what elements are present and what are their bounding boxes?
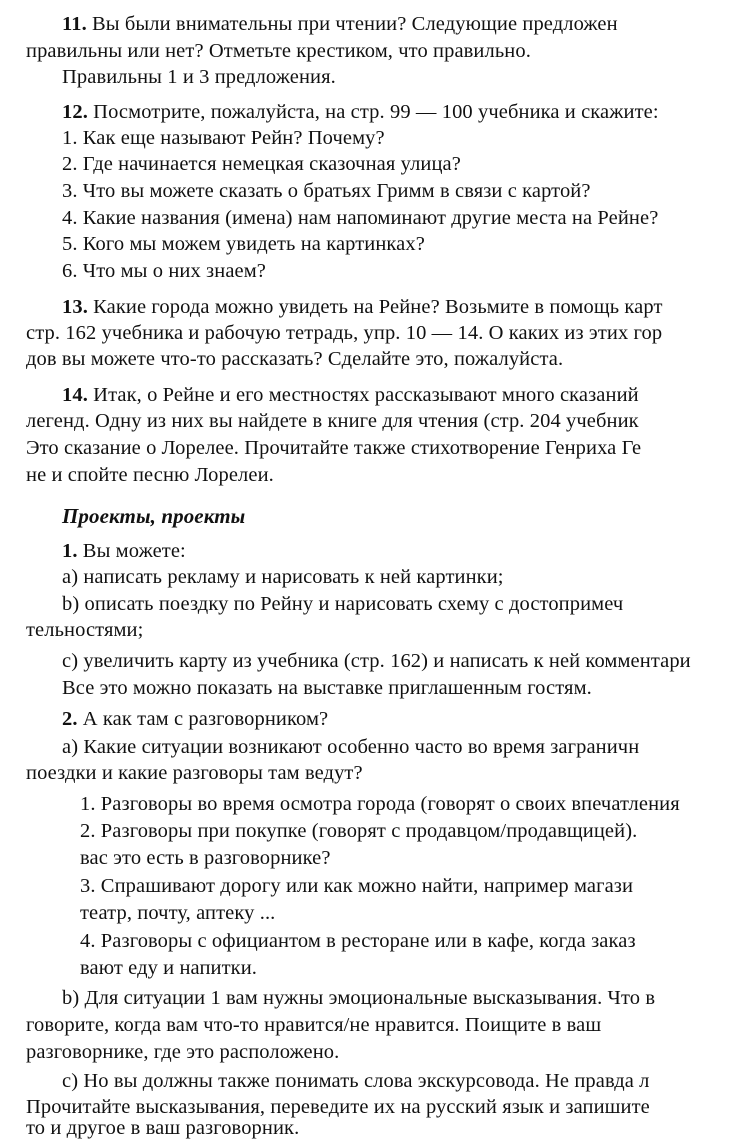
task-14-text: Итак, о Рейне и его местностях рассказывают много сказаний (87, 384, 639, 406)
task-12-question: 6. Что мы о них знаем? (62, 260, 266, 282)
task-11-line-2: правильны или нет? Отметьте крестиком, что правильно. (26, 40, 531, 62)
task-12-question: 2. Где начинается немецкая сказочная улица? (62, 153, 461, 175)
project-2-option-b-cont: разговорнике, где это расположено. (26, 1041, 340, 1063)
task-14-number: 14. (62, 384, 88, 406)
task-13-line-3: дов вы можете что-то рассказать? Сделайте это, пожалуйста. (26, 348, 564, 370)
project-2-situation-3: 3. Спрашивают дорогу или как можно найти, например магази (80, 875, 634, 897)
task-12-question: 4. Какие названия (имена) нам напоминают другие места на Рейне? (62, 207, 659, 229)
task-12-question: 1. Как еще называют Рейн? Почему? (62, 127, 385, 149)
project-2-situation-4: 4. Разговоры с официантом в ресторане или в кафе, когда заказ (80, 930, 636, 952)
project-1-option-a: а) написать рекламу и нарисовать к ней картинки; (62, 566, 504, 588)
project-2-situation-2-cont: вас это есть в разговорнике? (80, 847, 331, 869)
project-2-option-b: b) Для ситуации 1 вам нужны эмоциональные высказывания. Что в (62, 987, 656, 1009)
project-2-option-b-cont: говорите, когда вам что-то нравится/не нравится. Поищите в ваш (26, 1014, 602, 1036)
projects-heading: Проекты, проекты (62, 504, 246, 528)
project-1-number: 1. (62, 540, 78, 562)
task-11-line-1 (62, 11, 618, 37)
project-2-situation-2: 2. Разговоры при покупке (говорят с продавцом/продавщицей). (80, 820, 638, 842)
project-2-option-a-cont: поездки и какие разговоры там ведут? (26, 762, 363, 784)
project-2-option-c-cont: то и другое в ваш разговорник. (26, 1117, 300, 1139)
task-11-number: 11. (62, 13, 87, 35)
project-2-situation-1: 1. Разговоры во время осмотра города (говорят о своих впечатления (80, 793, 680, 815)
task-11-text: Вы были внимательны при чтении? Следующие предложен (86, 13, 618, 35)
task-13-number: 13. (62, 296, 88, 318)
task-14-line-1 (62, 382, 639, 408)
task-13-line-2: стр. 162 учебника и рабочую тетрадь, упр. 10 — 14. О каких из этих гор (26, 322, 663, 344)
project-2-situation-3-cont: театр, почту, аптеку ... (80, 902, 276, 924)
project-1-option-b-cont: тельностями; (26, 619, 144, 641)
project-2-situation-4-cont: вают еду и напитки. (80, 957, 258, 979)
task-11-answer: Правильны 1 и 3 предложения. (62, 66, 336, 88)
task-14-line-3: Это сказание о Лорелее. Прочитайте также стихотворение Генриха Ге (26, 437, 642, 459)
task-12-question: 3. Что вы можете сказать о братьях Гримм в связи с картой? (62, 180, 591, 202)
project-1-option-b: b) описать поездку по Рейну и нарисовать схему с достопримеч (62, 593, 624, 615)
project-1-text: Вы можете: (77, 540, 186, 562)
task-13-text: Какие города можно увидеть на Рейне? Возьмите в помощь карт (87, 296, 663, 318)
task-14-line-4: не и спойте песню Лорелеи. (26, 464, 274, 486)
project-2-intro (62, 706, 328, 732)
project-2-option-a: а) Какие ситуации возникают особенно часто во время заграничн (62, 736, 640, 758)
project-2-option-c-cont: Прочитайте высказывания, переведите их на русский язык и запишите (26, 1096, 650, 1118)
task-12-text: Посмотрите, пожалуйста, на стр. 99 — 100 учебника и скажите: (87, 101, 659, 123)
task-12-number: 12. (62, 101, 88, 123)
project-1-option-c: с) увеличить карту из учебника (стр. 162) и написать к ней комментари (62, 650, 691, 672)
task-12-intro (62, 99, 659, 125)
project-1-intro (62, 538, 186, 564)
project-2-option-c: с) Но вы должны также понимать слова экскурсовода. Не правда л (62, 1070, 650, 1092)
task-14-line-2: легенд. Одну из них вы найдете в книге для чтения (стр. 204 учебник (26, 410, 639, 432)
project-1-summary: Все это можно показать на выставке приглашенным гостям. (62, 677, 592, 699)
project-2-text: А как там с разговорником? (77, 708, 329, 730)
project-2-number: 2. (62, 708, 78, 730)
task-12-question: 5. Кого мы можем увидеть на картинках? (62, 233, 425, 255)
task-13-line-1 (62, 294, 663, 320)
